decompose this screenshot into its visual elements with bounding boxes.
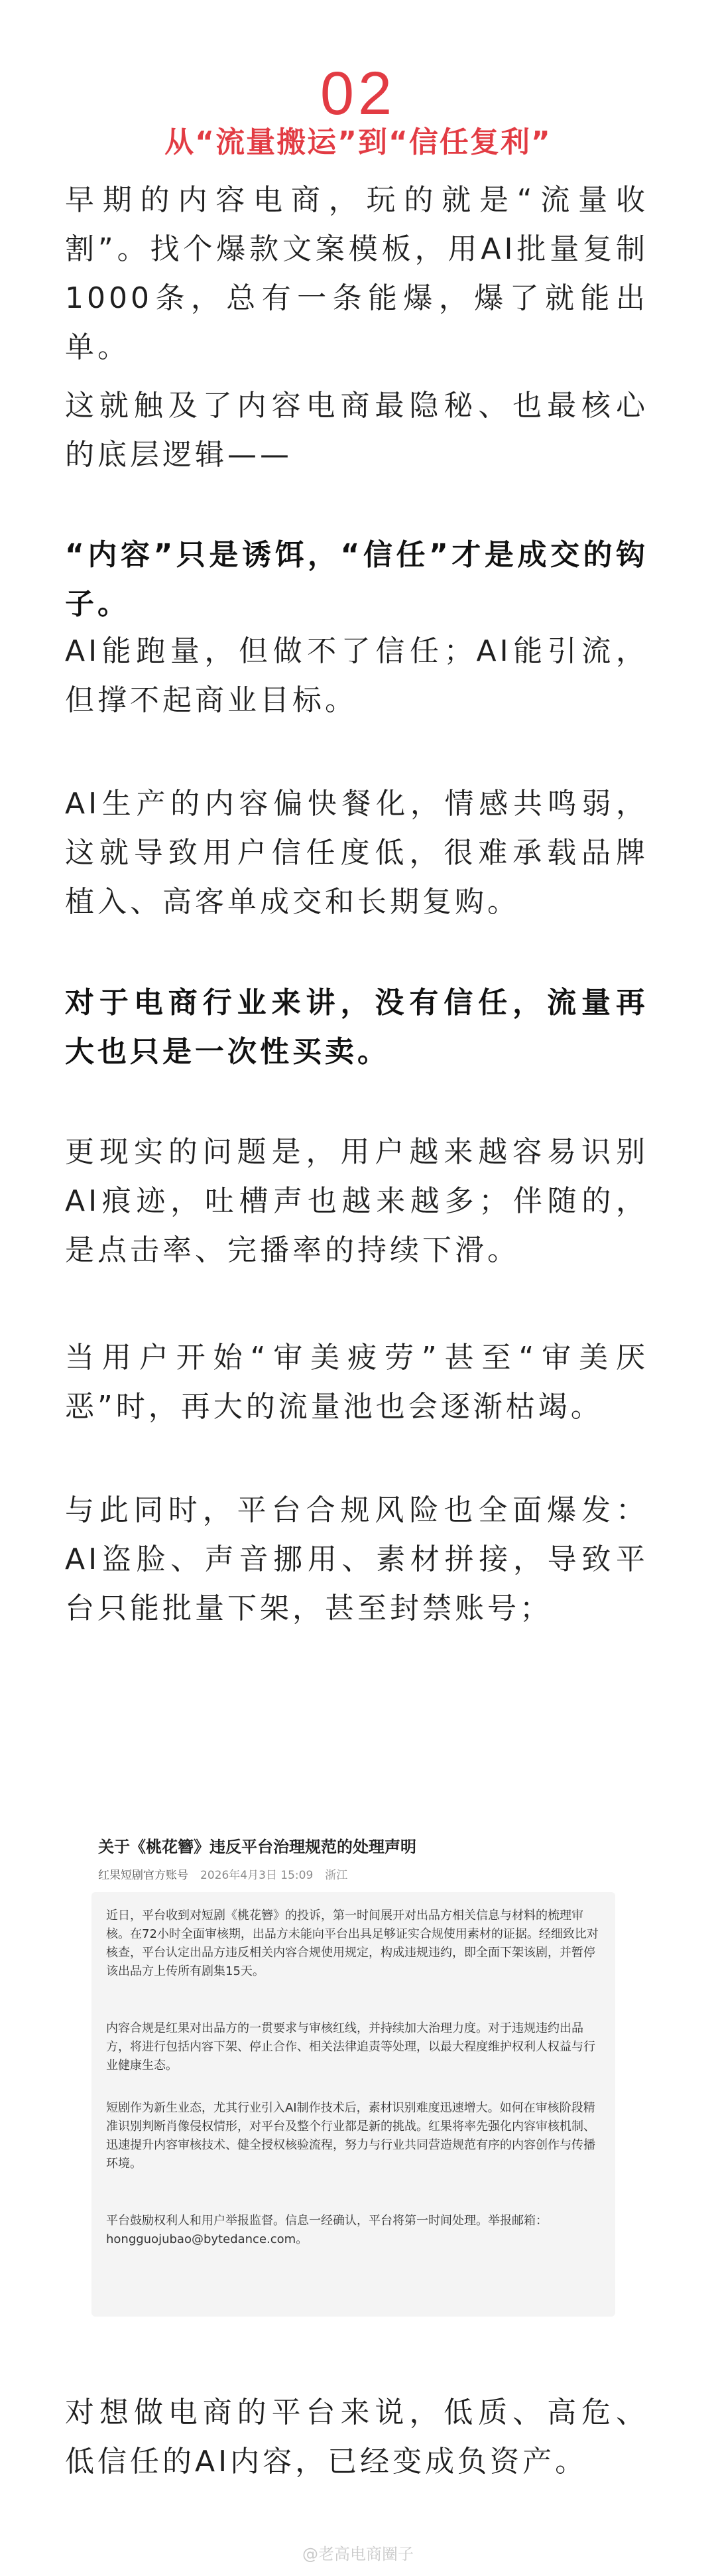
paragraph-trust-hook: “内容”只是诱饵，“信任”才是成交的钩子。 [65, 538, 648, 621]
paragraph-compliance-risk: 与此同时，平台合规风险也全面爆发：AI盗脸、声音挪用、素材拼接，导致平台只能批量下架，甚至封禁账号； [65, 1493, 648, 1625]
notice-paragraph: 内容合规是红果对出品方的一贯要求与审核红线，并持续加大治理力度。对于违规违约出品方，将进行包括内容下架、停止合作、相关法律追责等处理，以最大程度维护权利人权益与行业健康生态。 [106, 2021, 595, 2072]
notice-location: 浙江 [325, 1869, 348, 1882]
notice-body [91, 1892, 615, 2317]
paragraph-core-logic: 这就触及了内容电商最隐秘、也最核心的底层逻辑—— [65, 389, 648, 472]
paragraph-negative-asset: 对想做电商的平台来说，低质、高危、低信任的AI内容，已经变成负资产。 [65, 2396, 648, 2478]
notice-title: 关于《桃花簪》违反平台治理规范的处理声明 [98, 1838, 416, 1856]
paragraph-no-trust: 对于电商行业来讲，没有信任，流量再大也只是一次性买卖。 [65, 986, 648, 1069]
section-number: 02 [320, 60, 396, 127]
notice-date: 2026年4月3日 15:09 [200, 1869, 314, 1882]
paragraph-fast-food-content: AI生产的内容偏快餐化，情感共鸣弱，这就导致用户信任度低，很难承载品牌植入、高客单成交和长期复购。 [65, 787, 648, 919]
paragraph-ai-limits: AI能跑量，但做不了信任；AI能引流，但撑不起商业目标。 [65, 634, 648, 717]
notice-meta [98, 1865, 615, 1882]
section-title: 从“流量搬运”到“信任复利” [164, 125, 552, 159]
notice-paragraph: 短剧作为新生业态，尤其行业引入AI制作技术后，素材识别难度迅速增大。如何在审核阶段精准识别判断肖像侵权情形，对平台及整个行业都是新的挑战。红果将率先强化内容审核机制、迅速提升内容审核技术、健全授权核验流程，努力与行业共同营造规范有序的内容创作与传播环境。 [106, 2101, 595, 2171]
watermark: @老高电商圈子 [302, 2545, 414, 2563]
notice-account: 红果短剧官方账号 [98, 1869, 188, 1882]
notice-screenshot [80, 1818, 636, 2335]
notice-paragraph: 近日，平台收到对短剧《桃花簪》的投诉，第一时间展开对出品方相关信息与材料的梳理审核。在72小时全面审核期，出品方未能向平台出具足够证实合规使用素材的证据。经细致比对核查，平台认定出品方违反相关内容合规使用规定，构成违规违约，即全面下架该剧，并暂停该出品方上传所有剧集15天。 [106, 1909, 599, 1978]
paragraph-traffic-harvest: 早期的内容电商，玩的就是“流量收割”。找个爆款文案模板，用AI批量复制1000条，总有一条能爆，爆了就能出单。 [65, 183, 648, 364]
paragraph-aesthetic-fatigue: 当用户开始“审美疲劳”甚至“审美厌恶”时，再大的流量池也会逐渐枯竭。 [65, 1341, 648, 1424]
notice-paragraph: 平台鼓励权利人和用户举报监督。信息一经确认，平台将第一时间处理。举报邮箱：hongguojubao@bytedance.com。 [106, 2214, 548, 2246]
paragraph-ai-traces: 更现实的问题是，用户越来越容易识别AI痕迹，吐槽声也越来越多；伴随的，是点击率、完播率的持续下滑。 [65, 1135, 648, 1267]
